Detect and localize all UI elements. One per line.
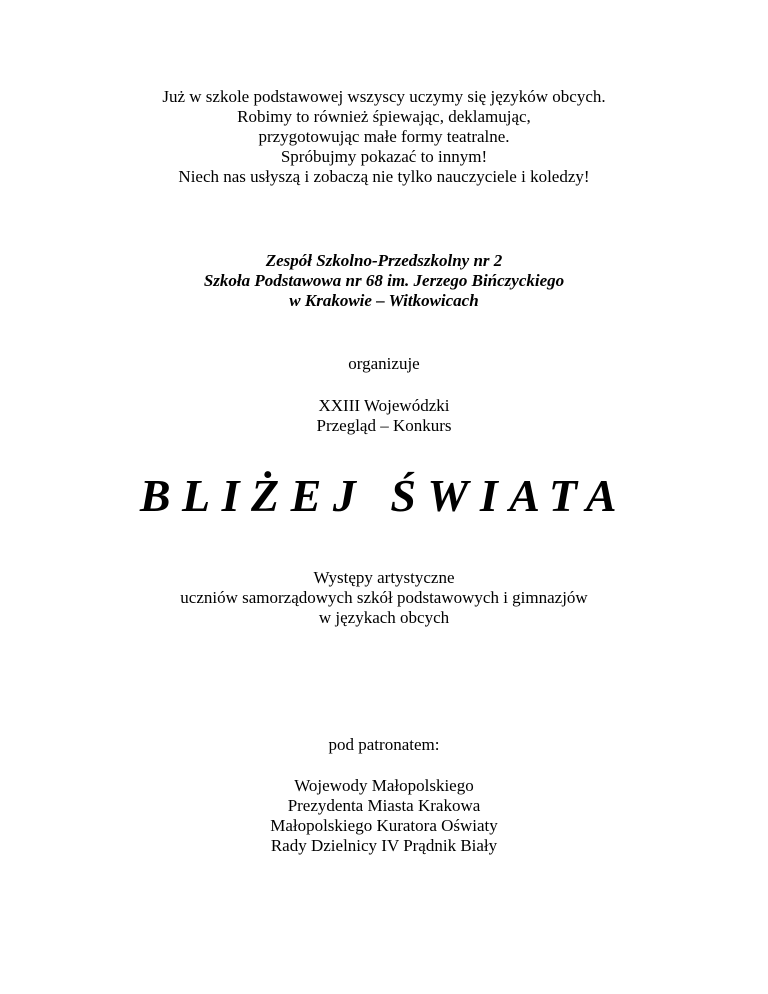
event-title: BLIŻEJ ŚWIATA	[139, 470, 629, 521]
intro-line: Spróbujmy pokazać to innym!	[280, 147, 488, 166]
contest-name	[0, 396, 768, 436]
performances-description	[0, 568, 768, 628]
patron-line: Wojewody Małopolskiego	[294, 776, 474, 795]
patron-line: Rady Dzielnicy IV Prądnik Biały	[270, 836, 498, 855]
patronage-line: pod patronatem:	[328, 735, 440, 754]
school-line: Zespół Szkolno-Przedszkolny nr 2	[265, 251, 503, 270]
patron-line: Prezydenta Miasta Krakowa	[287, 796, 481, 815]
patronage-label	[0, 735, 768, 755]
intro-line: Niech nas usłyszą i zobaczą nie tylko nauczyciele i koledzy!	[178, 167, 590, 186]
contest-line: XXIII Wojewódzki	[318, 396, 450, 415]
school-line: Szkoła Podstawowa nr 68 im. Jerzego Bińczyckiego	[203, 271, 565, 290]
performances-line: Występy artystyczne	[313, 568, 455, 587]
performances-line: uczniów samorządowych szkół podstawowych i gimnazjów	[180, 588, 588, 607]
intro-line: Już w szkole podstawowej wszyscy uczymy się języków obcych.	[162, 87, 606, 106]
patrons-list	[0, 776, 768, 856]
intro-line: przygotowując małe formy teatralne.	[258, 127, 510, 146]
school-name	[0, 251, 768, 311]
organizes-text	[0, 354, 768, 374]
intro-paragraph	[0, 87, 768, 187]
school-line: w Krakowie – Witkowicach	[289, 291, 479, 310]
organizes-line: organizuje	[348, 354, 420, 373]
patron-line: Małopolskiego Kuratora Oświaty	[270, 816, 498, 835]
contest-line: Przegląd – Konkurs	[316, 416, 452, 435]
performances-line: w językach obcych	[318, 608, 450, 627]
intro-line: Robimy to również śpiewając, deklamując,	[237, 107, 531, 126]
